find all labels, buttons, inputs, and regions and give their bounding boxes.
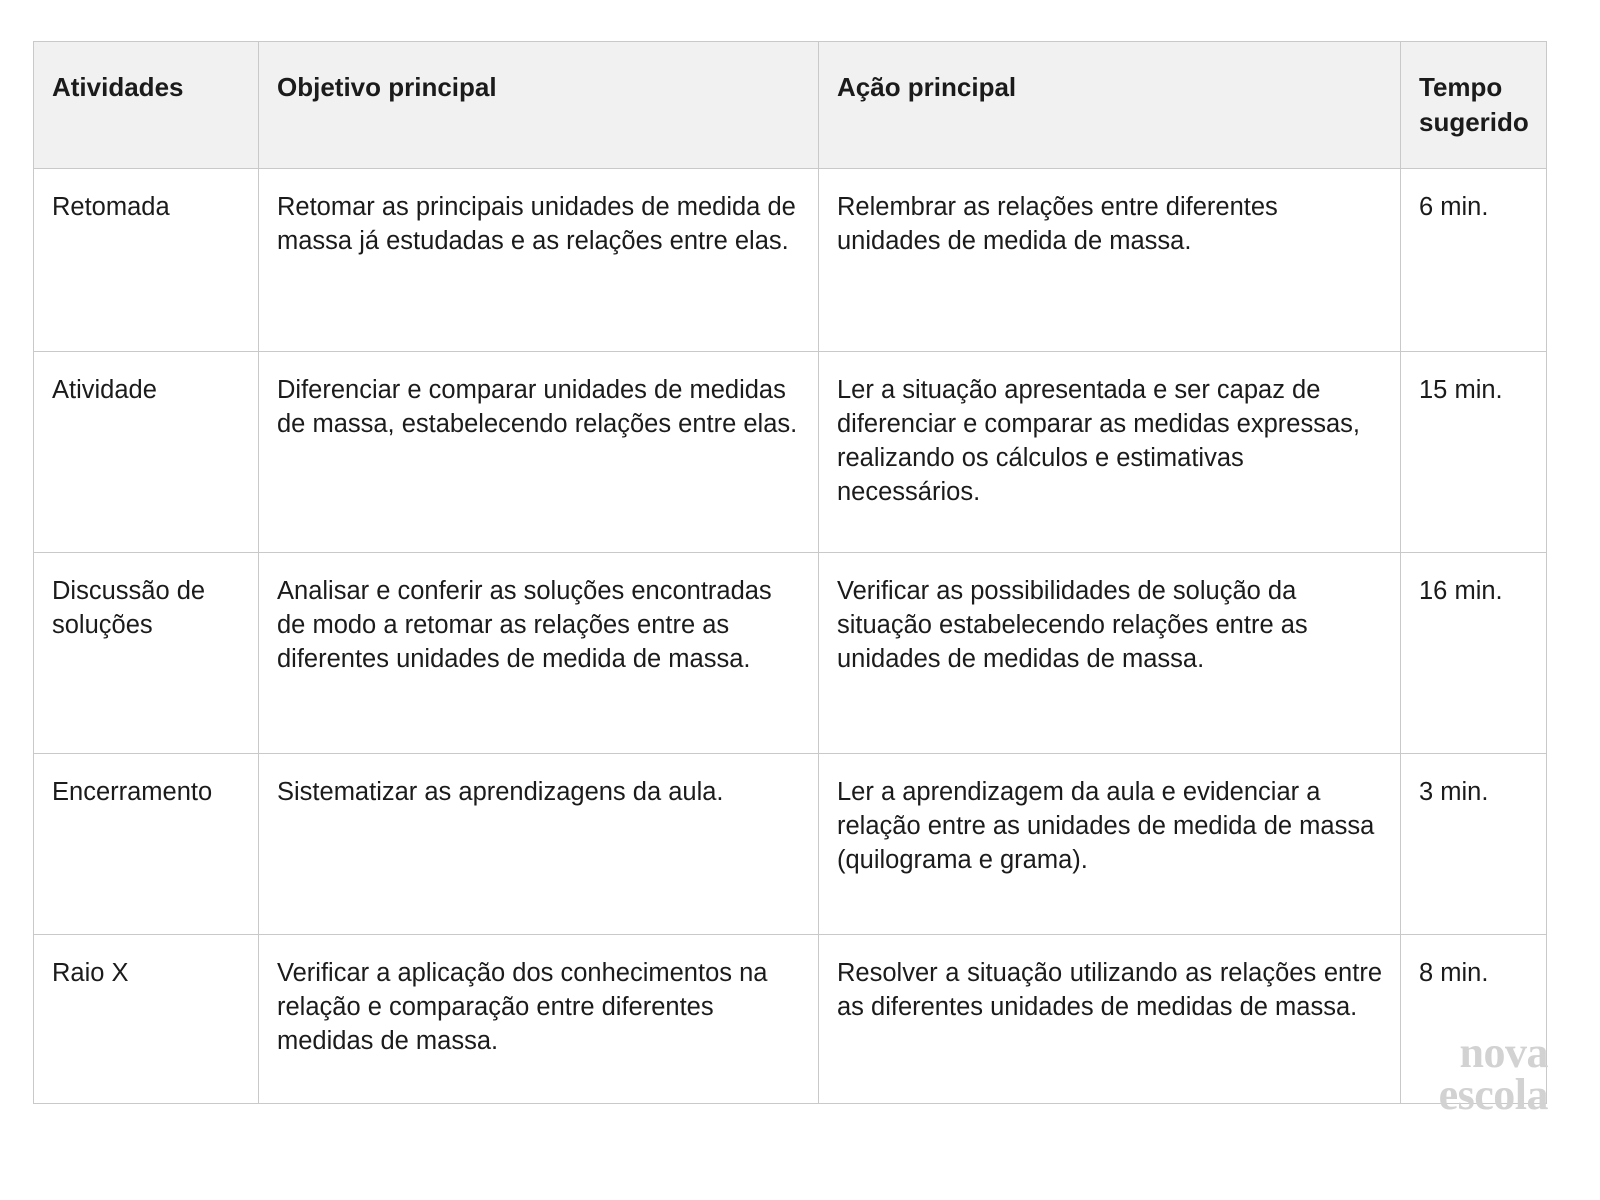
table-body [34, 169, 1547, 1104]
nova-escola-logo [1328, 1028, 1548, 1119]
table-row [34, 553, 1547, 754]
column-header-objetivo-principal: Objetivo principal [259, 42, 819, 169]
cell-tempo: 6 min. [1401, 169, 1547, 352]
cell-atividade: Retomada [34, 169, 259, 352]
table-row [34, 169, 1547, 352]
lesson-plan-table [33, 41, 1547, 1104]
cell-tempo: 15 min. [1401, 352, 1547, 553]
cell-tempo: 16 min. [1401, 553, 1547, 754]
cell-acao: Ler a situação apresentada e ser capaz de diferenciar e comparar as medidas expressas, realizando os cálculos e estimativas necessários. [819, 352, 1401, 553]
cell-tempo: 3 min. [1401, 754, 1547, 935]
logo-line-escola: escola [1438, 1069, 1548, 1119]
cell-atividade: Discussão de soluções [34, 553, 259, 754]
column-header-atividades: Atividades [34, 42, 259, 169]
cell-atividade: Encerramento [34, 754, 259, 935]
cell-atividade: Raio X [34, 935, 259, 1104]
cell-objetivo: Diferenciar e comparar unidades de medidas de massa, estabelecendo relações entre elas. [259, 352, 819, 553]
cell-tempo: 8 min. [1401, 935, 1547, 1104]
lesson-plan-table-wrapper [33, 41, 1546, 1104]
cell-objetivo: Verificar a aplicação dos conhecimentos na relação e comparação entre diferentes medidas de massa. [259, 935, 819, 1104]
table-header [34, 42, 1547, 169]
column-header-acao-principal: Ação principal [819, 42, 1401, 169]
cell-acao: Resolver a situação utilizando as relações entre as diferentes unidades de medidas de massa. [819, 935, 1401, 1104]
table-row [34, 754, 1547, 935]
cell-acao: Verificar as possibilidades de solução da situação estabelecendo relações entre as unidades de medidas de massa. [819, 553, 1401, 754]
column-header-tempo-sugerido: Tempo sugerido [1401, 42, 1547, 169]
table-row [34, 352, 1547, 553]
cell-atividade: Atividade [34, 352, 259, 553]
cell-acao: Ler a aprendizagem da aula e evidenciar a relação entre as unidades de medida de massa (quilograma e grama). [819, 754, 1401, 935]
cell-acao: Relembrar as relações entre diferentes unidades de medida de massa. [819, 169, 1401, 352]
logo-line-nova: nova [1459, 1028, 1548, 1077]
cell-objetivo: Analisar e conferir as soluções encontradas de modo a retomar as relações entre as diferentes unidades de medida de massa. [259, 553, 819, 754]
table-header-row [34, 42, 1547, 169]
cell-objetivo: Retomar as principais unidades de medida de massa já estudadas e as relações entre elas. [259, 169, 819, 352]
table-row [34, 935, 1547, 1104]
cell-objetivo: Sistematizar as aprendizagens da aula. [259, 754, 819, 935]
